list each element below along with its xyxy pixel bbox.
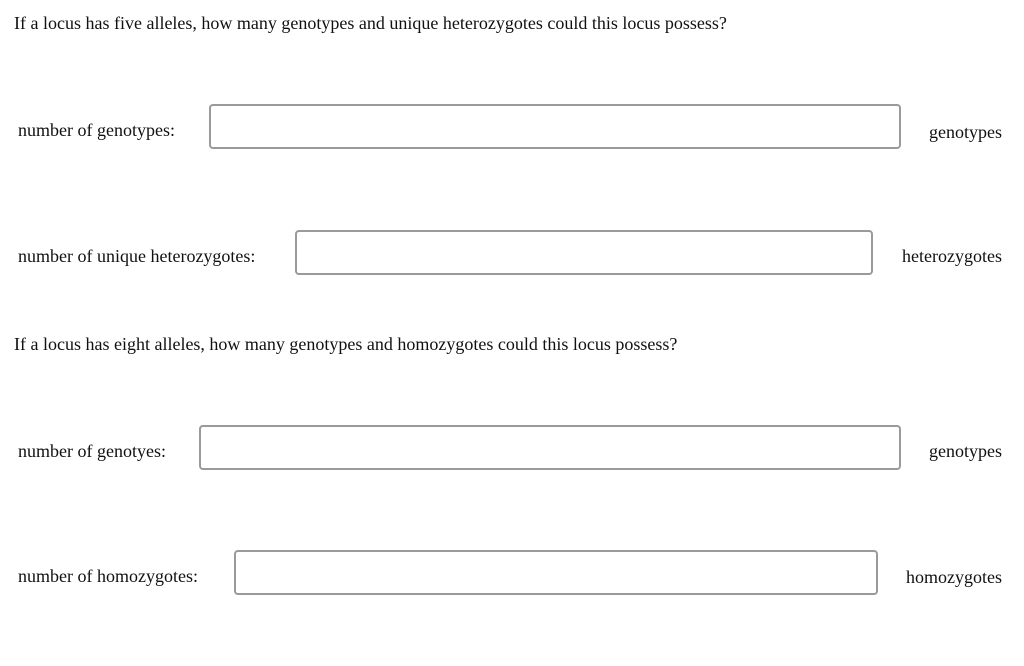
genotypes-input-eight-alleles[interactable] [199, 425, 901, 470]
heterozygotes-unit: heterozygotes [902, 246, 1002, 266]
genotypes-label: number of genotypes: [18, 120, 175, 140]
genotypes-unit: genotypes [929, 441, 1002, 461]
homozygotes-label: number of homozygotes: [18, 566, 198, 586]
heterozygotes-input[interactable] [295, 230, 873, 275]
genotypes-input-five-alleles[interactable] [209, 104, 901, 149]
homozygotes-unit: homozygotes [906, 567, 1002, 587]
question-eight-alleles: If a locus has eight alleles, how many genotypes and homozygotes could this locus possess? [14, 334, 678, 354]
heterozygotes-label: number of unique heterozygotes: [18, 246, 256, 266]
homozygotes-input[interactable] [234, 550, 878, 595]
question-five-alleles: If a locus has five alleles, how many genotypes and unique heterozygotes could this locus possess? [14, 13, 727, 33]
genotypes-unit: genotypes [929, 122, 1002, 142]
genotyes-label: number of genotyes: [18, 441, 166, 461]
